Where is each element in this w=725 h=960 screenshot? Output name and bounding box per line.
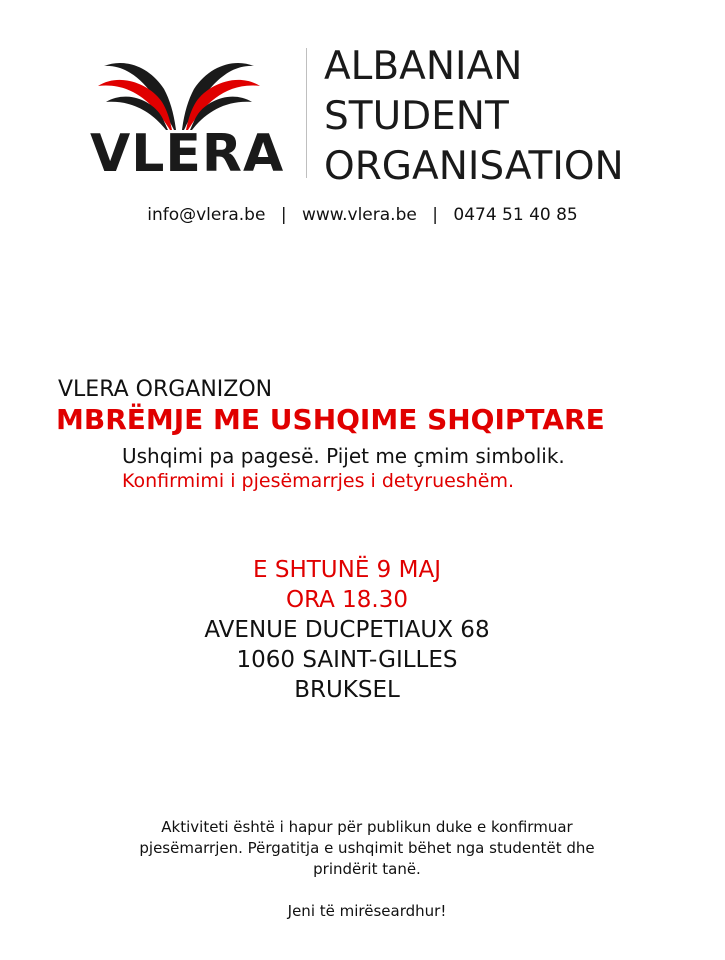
address-line-1: AVENUE DUCPETIAUX 68 [204,617,490,643]
contact-email: info@vlera.be [147,205,266,225]
organisation-name [324,42,624,192]
footer-note [0,817,725,922]
contact-website: www.vlera.be [301,205,417,225]
footer-line-1: Aktiviteti është i hapur për publikun duke e konfirmuar [161,818,573,836]
contact-separator: | [280,205,287,225]
address-line-2: 1060 SAINT-GILLES [236,647,458,673]
event-title: MBRËMJE ME USHQIME SHQIPTARE [56,403,605,436]
logo-divider [306,48,307,178]
address-city: BRUKSEL [294,677,400,703]
footer-line-3: prindërit tanë. [313,860,421,878]
vlera-wings-icon [94,44,264,136]
contact-line [0,205,725,225]
confirmation-required-note: Konfirmimi i pjesëmarrjes i detyrueshëm. [122,470,515,492]
org-name-line-1: ALBANIAN [324,44,523,89]
event-time: ORA 18.30 [285,587,409,613]
organizer-heading: VLERA ORGANIZON [58,377,273,402]
event-date: E SHTUNË 9 MAJ [253,557,441,583]
contact-phone: 0474 51 40 85 [453,205,578,225]
footer-line-2: pjesëmarrjen. Përgatitja e ushqimit bëhet nga studentët dhe [139,839,595,857]
brand-wordmark: VLERA [90,124,285,184]
contact-separator: | [432,205,438,225]
event-details [0,555,694,705]
welcome-message: Jeni të mirëseardhur! [287,902,447,920]
organisation-logo [88,40,658,190]
free-food-note: Ushqimi pa pagesë. Pijet me çmim simbolik. [122,444,565,468]
org-name-line-2: STUDENT [324,94,509,139]
org-name-line-3: ORGANISATION [324,144,624,189]
